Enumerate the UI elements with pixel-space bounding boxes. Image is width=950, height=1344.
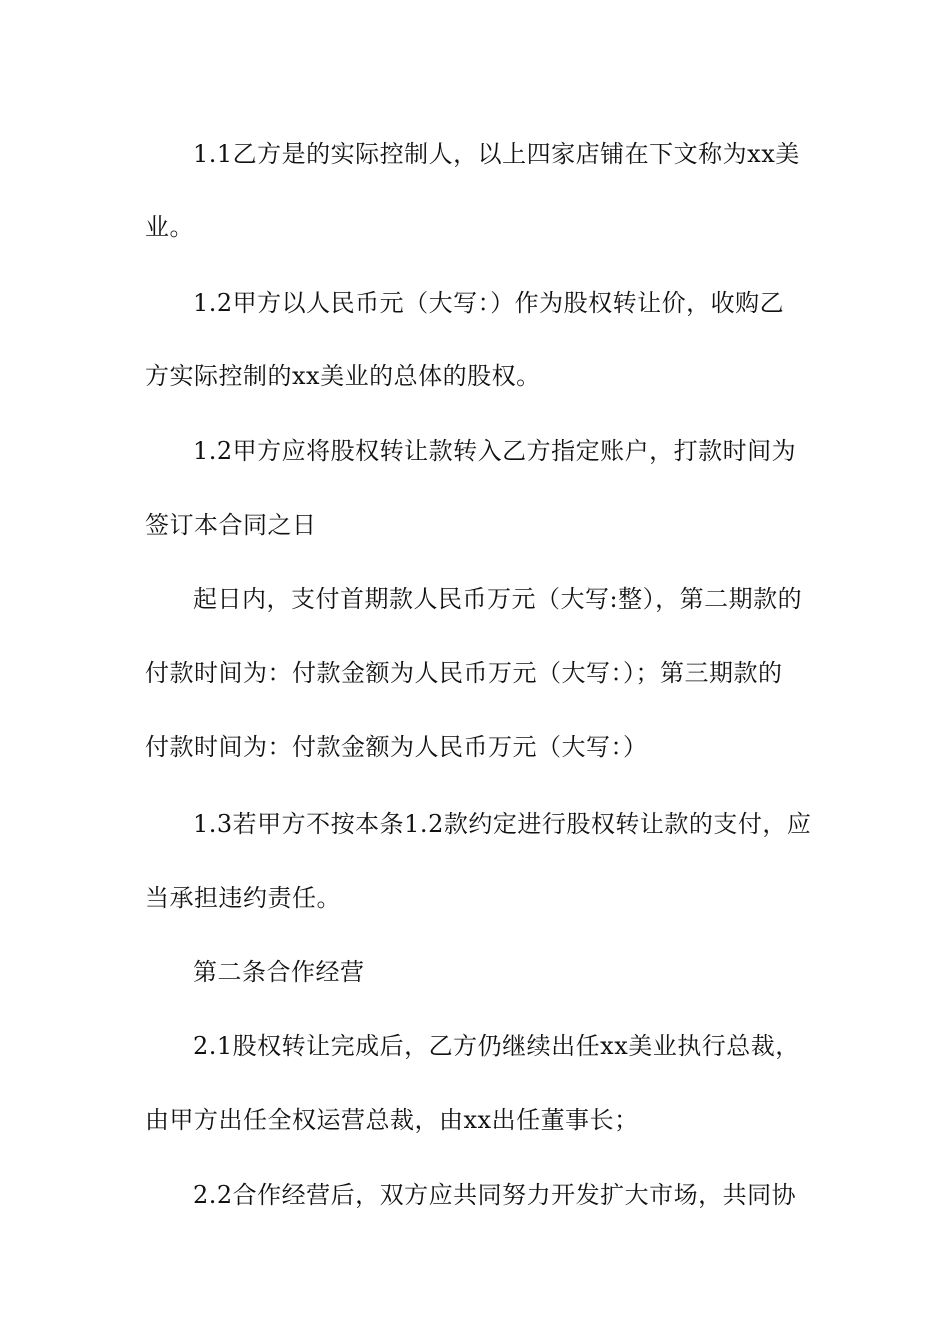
paragraph-1-2-line-2: 方实际控制的xx美业的总体的股权。: [145, 362, 541, 390]
paragraph-1-1-line-2: 业。: [145, 213, 194, 241]
paragraph-2-1-line-1: 2.1股权转让完成后，乙方仍继续出任xx美业执行总裁，: [193, 1032, 800, 1060]
article-2-heading: 第二条合作经营: [193, 958, 365, 986]
paragraph-1-2-line-1: 1.2甲方以人民币元（大写：）作为股权转让价，收购乙: [193, 289, 785, 317]
paragraph-1-1-line-1: 1.1乙方是的实际控制人，以上四家店铺在下文称为xx美: [193, 140, 800, 168]
paragraph-2-2-line-1: 2.2合作经营后，双方应共同努力开发扩大市场，共同协: [193, 1181, 797, 1209]
payment-terms-line-2: 付款时间为：付款金额为人民币万元（大写：）；第三期款的: [145, 659, 783, 687]
paragraph-1-3-line-2: 当承担违约责任。: [145, 884, 341, 912]
paragraph-2-1-line-2: 由甲方出任全权运营总裁，由xx出任董事长；: [145, 1106, 639, 1134]
paragraph-1-2b-line-2: 签订本合同之日: [145, 511, 317, 539]
payment-terms-line-1: 起日内，支付首期款人民币万元（大写:整），第二期款的: [193, 585, 803, 613]
payment-terms-line-3: 付款时间为：付款金额为人民币万元（大写：）: [145, 733, 648, 761]
paragraph-1-3-line-1: 1.3若甲方不按本条1.2款约定进行股权转让款的支付，应: [193, 810, 812, 838]
paragraph-1-2b-line-1: 1.2甲方应将股权转让款转入乙方指定账户，打款时间为: [193, 437, 797, 465]
